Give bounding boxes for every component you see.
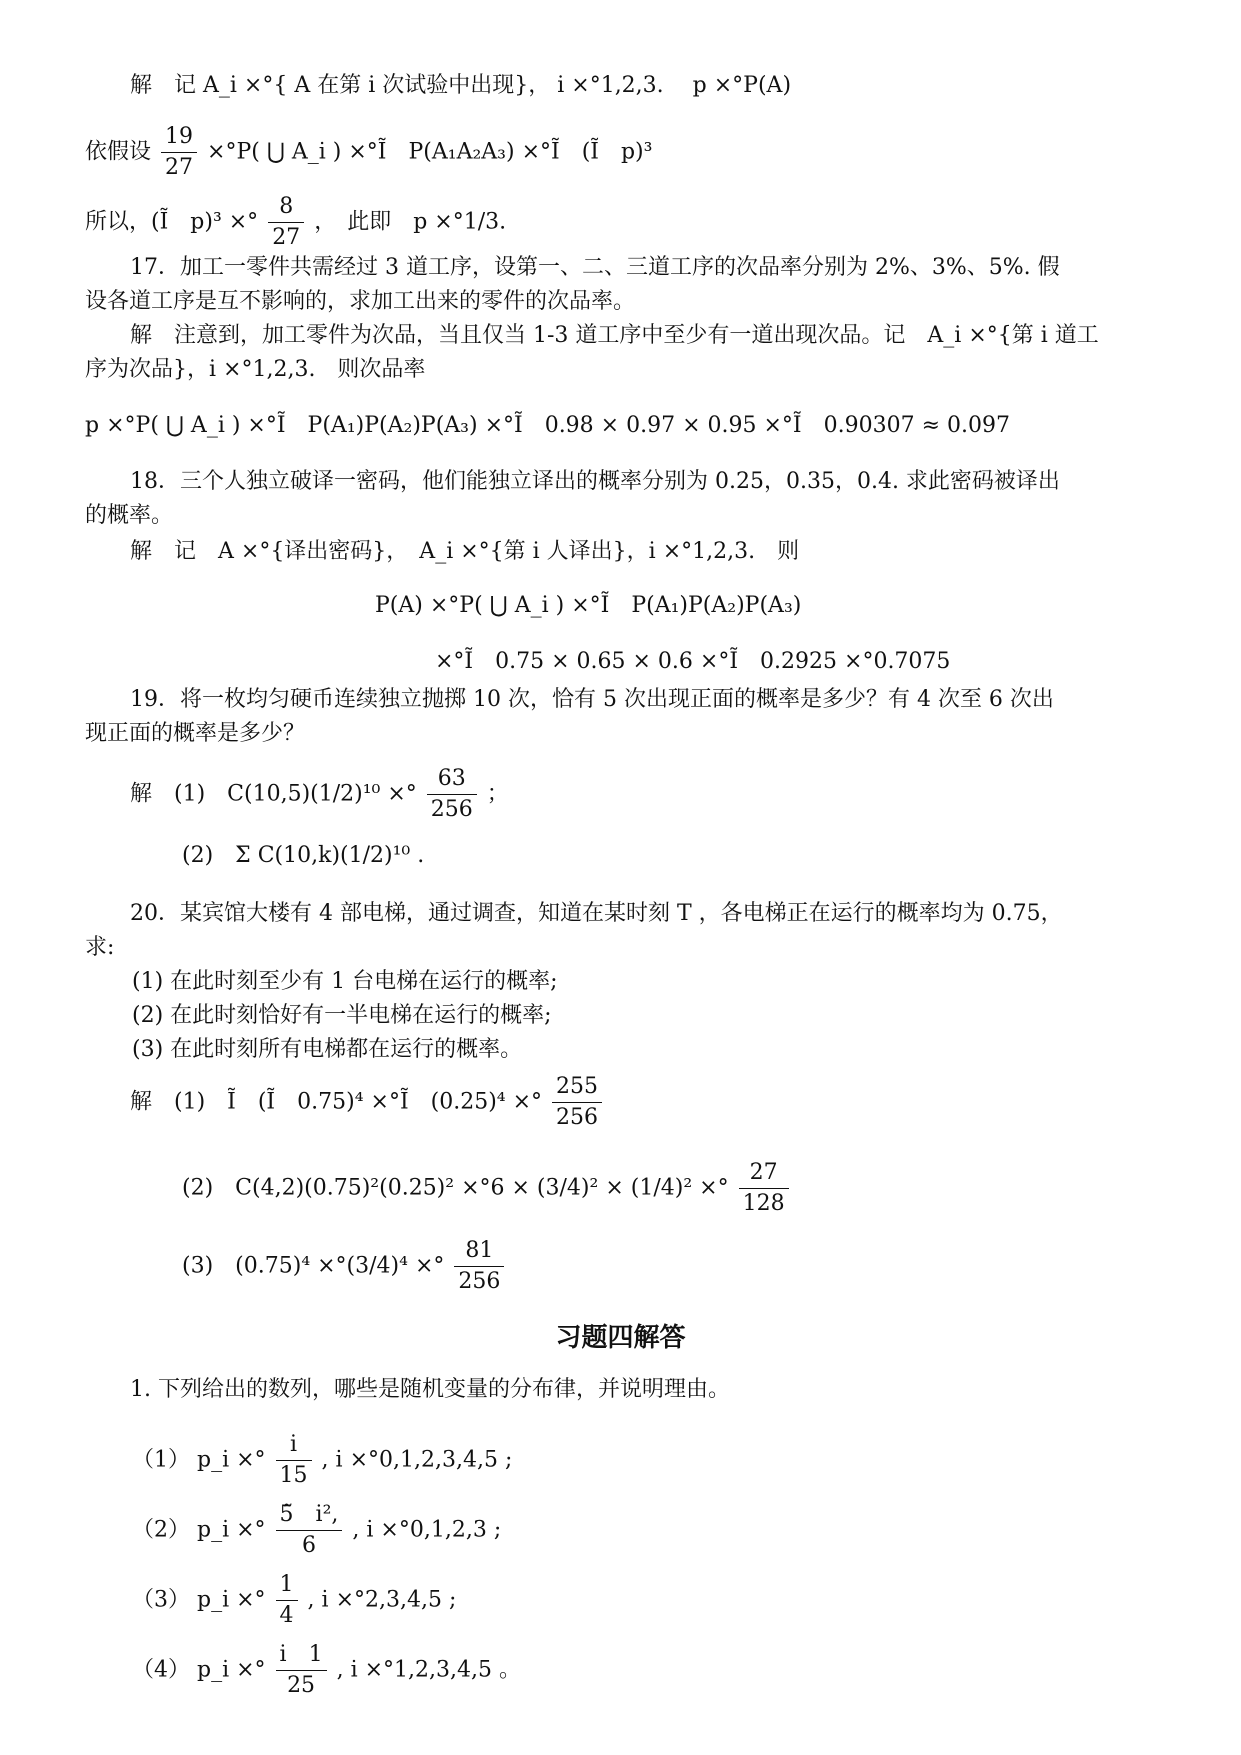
formula-prefix: （3） p_i ×° bbox=[132, 1587, 266, 1613]
formula-prefix: （4） p_i ×° bbox=[132, 1657, 266, 1683]
solution-18-formula-2: ×°Ĩ 0.75 × 0.65 × 0.6 ×°Ĩ 0.2925 ×°0.7075 bbox=[435, 649, 951, 674]
problem-1-item-4 bbox=[132, 1640, 521, 1701]
formula-rest: ×°P( ⋃ A_i ) ×°Ĩ P(A₁A₂A₃) ×°Ĩ (Ĩ p)³ bbox=[207, 139, 653, 165]
question-20-line-2: 求: bbox=[85, 935, 115, 960]
numerator: 1 bbox=[276, 1570, 298, 1601]
solution-17-line-2: 序为次品}，i ×°1,2,3. 则次品率 bbox=[85, 357, 426, 382]
formula-prefix: (2) C(4,2)(0.75)²(0.25)² ×°6 × (3/4)² × (1/4)² ×° bbox=[182, 1175, 729, 1201]
solution-16-line-2 bbox=[85, 122, 652, 183]
problem-1-item-3 bbox=[132, 1570, 456, 1631]
denominator: 128 bbox=[742, 1191, 785, 1216]
section-title: 习题四解答 bbox=[555, 1323, 686, 1353]
question-19-line-1: 19．将一枚均匀硬币连续独立抛掷 10 次，恰有 5 次出现正面的概率是多少？有 4 次至 6 次出 bbox=[130, 687, 1054, 712]
fraction-i-1-25 bbox=[276, 1640, 327, 1701]
fraction-8-27 bbox=[268, 192, 304, 253]
formula-suffix: , i ×°0,1,2,3,4,5 ; bbox=[321, 1447, 513, 1473]
denominator: 256 bbox=[458, 1269, 501, 1294]
question-18-line-2: 的概率。 bbox=[85, 503, 174, 528]
numerator: 81 bbox=[454, 1236, 504, 1267]
formula-prefix: 解 (1) Ĩ (Ĩ 0.75)⁴ ×°Ĩ (0.25)⁴ ×° bbox=[130, 1089, 543, 1115]
denominator: 25 bbox=[287, 1673, 316, 1698]
numerator: 255 bbox=[552, 1072, 602, 1103]
formula-prefix: 所以，(Ĩ p)³ ×° bbox=[85, 209, 259, 235]
fraction-i-15 bbox=[276, 1430, 312, 1491]
denominator: 27 bbox=[272, 225, 301, 250]
solution-18-formula-1: P(A) ×°P( ⋃ A_i ) ×°Ĩ P(A₁)P(A₂)P(A₃) bbox=[375, 593, 802, 618]
question-20-item-2: (2) 在此时刻恰好有一半电梯在运行的概率; bbox=[132, 1003, 552, 1028]
solution-20-part-3 bbox=[182, 1236, 507, 1297]
formula-suffix: , i ×°2,3,4,5 ; bbox=[307, 1587, 457, 1613]
numerator: i 1 bbox=[276, 1640, 327, 1671]
fraction-5-i2-6 bbox=[276, 1500, 343, 1561]
formula-prefix: （2） p_i ×° bbox=[132, 1517, 266, 1543]
numerator: 27 bbox=[739, 1158, 789, 1189]
formula-prefix: (3) (0.75)⁴ ×°(3/4)⁴ ×° bbox=[182, 1253, 445, 1279]
numerator: 63 bbox=[427, 764, 477, 795]
question-17-line-1: 17．加工一零件共需经过 3 道工序，设第一、二、三道工序的次品率分别为 2%、3%、5%. 假 bbox=[130, 255, 1060, 280]
problem-1-item-2 bbox=[132, 1500, 501, 1561]
question-20-item-3: (3) 在此时刻所有电梯都在运行的概率。 bbox=[132, 1037, 523, 1062]
question-20-item-1: (1) 在此时刻至少有 1 台电梯在运行的概率; bbox=[132, 969, 558, 994]
formula-prefix: 解 (1) C(10,5)(1/2)¹⁰ ×° bbox=[130, 781, 417, 807]
question-20-line-1: 20．某宾馆大楼有 4 部电梯，通过调查，知道在某时刻 T ，各电梯正在运行的概率均为 0.75， bbox=[130, 901, 1063, 926]
question-17-line-2: 设各道工序是互不影响的，求加工出来的零件的次品率。 bbox=[85, 289, 636, 314]
solution-18-line-1: 解 记 A ×°{译出密码}， A_i ×°{第 i 人译出}，i ×°1,2,3. 则 bbox=[130, 539, 800, 564]
fraction-81-256 bbox=[454, 1236, 504, 1297]
formula-suffix: ； bbox=[486, 781, 509, 807]
fraction-255-256 bbox=[552, 1072, 602, 1133]
formula-suffix: , i ×°0,1,2,3 ; bbox=[352, 1517, 502, 1543]
denominator: 27 bbox=[165, 155, 194, 180]
denominator: 4 bbox=[279, 1603, 294, 1628]
solution-19-part-1 bbox=[130, 764, 509, 825]
assumption-label: 依假设 bbox=[85, 139, 152, 165]
denominator: 256 bbox=[556, 1105, 599, 1130]
numerator: 19 bbox=[161, 122, 197, 153]
solution-16-line-1: 解 记 A_i ×°{ A 在第 i 次试验中出现}， i ×°1,2,3. p ×°P(A) bbox=[130, 73, 792, 98]
numerator: 5̃ i², bbox=[276, 1500, 343, 1531]
formula-prefix: （1） p_i ×° bbox=[132, 1447, 266, 1473]
solution-16-line-3 bbox=[85, 192, 506, 253]
formula-suffix: ， 此即 p ×°1/3. bbox=[314, 209, 507, 235]
fraction-27-128 bbox=[739, 1158, 789, 1219]
numerator: i bbox=[276, 1430, 312, 1461]
fraction-63-256 bbox=[427, 764, 477, 825]
numerator: 8 bbox=[268, 192, 304, 223]
solution-20-part-2 bbox=[182, 1158, 792, 1219]
solution-17-line-1: 解 注意到，加工零件为次品，当且仅当 1-3 道工序中至少有一道出现次品。记 A_i ×°{第 i 道工 bbox=[130, 323, 1099, 348]
problem-1-item-1 bbox=[132, 1430, 512, 1491]
denominator: 256 bbox=[430, 797, 473, 822]
denominator: 6 bbox=[301, 1533, 316, 1558]
question-19-line-2: 现正面的概率是多少？ bbox=[85, 721, 306, 746]
problem-1-statement: 1. 下列给出的数列，哪些是随机变量的分布律，并说明理由。 bbox=[130, 1377, 730, 1402]
fraction-1-4 bbox=[276, 1570, 298, 1631]
formula-suffix: , i ×°1,2,3,4,5 。 bbox=[336, 1657, 521, 1683]
question-18-line-1: 18．三个人独立破译一密码，他们能独立译出的概率分别为 0.25，0.35，0.4. 求此密码被译出 bbox=[130, 469, 1060, 494]
fraction-19-27 bbox=[161, 122, 197, 183]
solution-19-part-2: (2) Σ C(10,k)(1/2)¹⁰ . bbox=[182, 843, 425, 868]
solution-20-part-1 bbox=[130, 1072, 605, 1133]
solution-17-formula: p ×°P( ⋃ A_i ) ×°Ĩ P(A₁)P(A₂)P(A₃) ×°Ĩ 0.98 × 0.97 × 0.95 ×°Ĩ 0.90307 ≈ 0.097 bbox=[85, 413, 1010, 438]
denominator: 15 bbox=[279, 1463, 308, 1488]
